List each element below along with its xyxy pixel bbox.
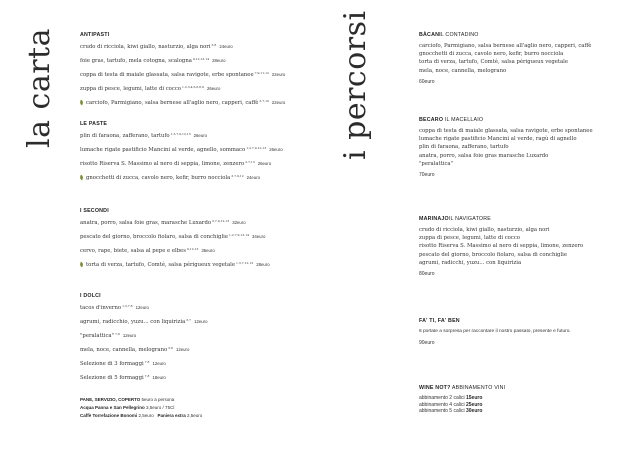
- percorso-heading: [419, 117, 629, 123]
- dish-name: pescato del giorno, broccolo fiolaro, salsa di conchiglie: [80, 234, 228, 241]
- wine-heading: WINE NOT? ABBINAMENTO VINI: [419, 385, 506, 391]
- menu-item: [80, 70, 320, 78]
- la-carta-title: la carta: [22, 28, 57, 148]
- percorso-course: "peralattica": [419, 160, 454, 167]
- percorso-course: lumache rigate pastificio Mancini al verde, ragù di agnello: [419, 136, 577, 143]
- percorso-subtitle: L CONTADINO: [440, 32, 479, 38]
- allergen-codes: 7,8: [144, 374, 150, 379]
- percorso-course: torta di verza, tartufo, Comté, salsa périgueux vegetale: [419, 59, 569, 66]
- paste-section: [80, 121, 320, 187]
- antipasti-section: [80, 32, 320, 112]
- menu-item: [80, 345, 320, 353]
- dish-name: cervo, rape, biete, salsa al pepe e elbes: [80, 248, 186, 255]
- menu-item: [80, 317, 320, 325]
- dish-name: plin di faraona, zafferano, tartufo: [80, 133, 170, 139]
- leaf-icon: [79, 100, 83, 106]
- footer-line: PANE, SERVIZIO, COPERTO 5euro a persona: [80, 397, 175, 402]
- wine-section: [419, 385, 629, 415]
- dish-name: torta di verza, tartufo, Comté, salsa périgueux vegetale: [86, 262, 236, 269]
- dish-price: 28euro: [256, 262, 270, 268]
- footer-line: Caffè Torrefazione Bonomi 2,5euro Paniera extra 2,5euro: [80, 412, 203, 418]
- i-percorsi-title: i percorsi: [338, 10, 373, 160]
- secondi-list: [80, 218, 320, 268]
- dish-price: 22euro: [271, 100, 286, 106]
- menu-item: [80, 246, 320, 254]
- dish-price: 28euro: [212, 58, 226, 64]
- dish-name: gnocchetti di zucca, cavolo nero, kefir, burro nocciola: [86, 175, 231, 182]
- percorso-subtitle: IL MACELLAIO: [443, 117, 484, 123]
- allergen-codes: 3,7,9,12,13: [212, 219, 230, 223]
- wine-option: [419, 408, 629, 415]
- percorso-course: 6 portate a sorpresa per raccontare il nostro passato, presente e futuro.: [419, 329, 571, 334]
- menu-item: [80, 260, 320, 268]
- percorso-price: 90euro: [419, 340, 435, 347]
- dish-price: 12euro: [122, 333, 137, 339]
- secondi-section: [80, 208, 320, 274]
- percorso-course: agrumi, radicchi, yuzu... con liquirizia: [419, 259, 522, 266]
- percorso-becaro: [419, 117, 629, 178]
- percorso-heading: [419, 216, 629, 222]
- percorso-name: MARINAJO: [419, 216, 449, 222]
- allergen-codes: 1,2,7,9,13,14: [228, 233, 250, 238]
- menu-item: [80, 84, 320, 92]
- section-heading: ANTIPASTI: [80, 32, 110, 38]
- percorso-course: anatra, porro, salsa foie gras marasche Luxardo: [419, 152, 549, 159]
- menu-item: [80, 131, 320, 139]
- wine-label: abbinamento 2 calici: [419, 395, 466, 401]
- percorso-price: 60euro: [419, 78, 435, 85]
- dish-price: 26euro: [206, 86, 221, 92]
- dish-price: 24euro: [219, 44, 233, 49]
- dish-price: 26euro: [193, 133, 208, 138]
- antipasti-list: [80, 42, 320, 106]
- dish-name: agrumi, radicchio, yuzu... con liquirizia: [80, 319, 186, 326]
- allergen-codes: 3,7,10: [259, 99, 269, 104]
- footer-info: [80, 396, 320, 419]
- wine-label: abbinamento 5 calici: [419, 408, 466, 414]
- dish-name: lumache rigate pastificio Mancini al verde, agnello, sommaco: [80, 147, 246, 154]
- menu-item: [80, 159, 320, 167]
- menu-item: [80, 173, 320, 181]
- dish-price: 18euro: [152, 375, 166, 381]
- menu-item: [80, 218, 320, 226]
- wine-price: 30euro: [465, 408, 483, 414]
- percorso-name: BÀCANI: [419, 32, 441, 38]
- menu-item: [80, 331, 320, 339]
- dish-price: 12euro: [194, 319, 208, 325]
- dish-name: coppa di testa di maiale glassata, salsa ravigote, erbe spontanee: [80, 72, 254, 79]
- menu-item: [80, 98, 320, 106]
- dish-price: 26euro: [269, 147, 283, 153]
- dish-name: carciofo, Parmigiano, salsa bernese all'aglio nero, capperi, caffè: [86, 100, 259, 107]
- allergen-codes: 1,2,3,4,5,6,8,9: [182, 85, 204, 90]
- allergen-codes: 2,7,13: [245, 160, 255, 165]
- dish-price: 12euro: [152, 361, 166, 367]
- allergen-codes: 7,8: [115, 332, 120, 337]
- dish-price: 36euro: [201, 248, 215, 254]
- menu-item: [80, 145, 320, 153]
- menu-item: [80, 232, 320, 240]
- percorso-course: carciofo, Parmigiano, salsa bernese all'aglio nero, capperi, caffè: [419, 43, 592, 49]
- wine-label: abbinamento 4 calici: [419, 401, 466, 408]
- wine-price: 25euro: [465, 401, 483, 408]
- percorso-fati-faben: [419, 318, 629, 346]
- percorso-course: risotto Riserva S. Massimo al nero di seppia, limone, zenzero: [419, 243, 584, 250]
- dish-price: 26euro: [257, 161, 272, 167]
- menu-item: [80, 56, 320, 64]
- paste-list: [80, 131, 320, 181]
- percorso-course: coppa di testa di maiale glassata, salsa ravigote, erbe spontanee: [419, 128, 593, 134]
- allergen-codes: 3,8: [211, 43, 217, 47]
- percorso-name: BECARO: [419, 117, 444, 123]
- allergen-codes: 7,8: [144, 360, 150, 365]
- percorso-name: FA' TI, FA' BEN: [419, 318, 460, 324]
- percorso-heading: [419, 318, 629, 324]
- dolci-list: [80, 303, 320, 381]
- leaf-icon: [79, 175, 83, 181]
- dish-name: risotto Riserva S. Massimo al nero di seppia, limone, zenzero: [80, 161, 245, 168]
- percorso-course: gnocchetti di zucca, cavolo nero, kefir, burro nocciola: [419, 51, 564, 58]
- dish-price: 12euro: [135, 305, 149, 310]
- percorso-price: 80euro: [419, 271, 435, 278]
- dish-name: Selezione di 5 formaggi: [80, 375, 144, 382]
- percorso-marinajo: [419, 216, 629, 277]
- leaf-icon: [79, 262, 83, 268]
- dolci-section: [80, 293, 320, 388]
- percorso-course: crudo di ricciola, kiwi giallo, nasturzio, alga nori: [419, 227, 550, 233]
- dish-name: "peralattica": [80, 333, 115, 340]
- allergen-codes: 3,7,9,12: [231, 174, 244, 179]
- dish-price: 32euro: [232, 220, 246, 225]
- section-heading: I SECONDI: [80, 208, 109, 214]
- menu-item: [80, 373, 320, 381]
- percorso-course: pescato del giorno, broccolo fiolaro, salsa di conchiglie: [419, 251, 567, 258]
- dish-name: foie gras, tartufo, mela cotogna, scalogna: [80, 58, 192, 65]
- dish-name: mela, noce, cannella, melograno: [80, 347, 168, 354]
- section-heading: I DOLCI: [80, 293, 101, 299]
- menu-item: [80, 359, 320, 367]
- percorso-course: plin di faraona, zafferano, tartufo: [419, 144, 509, 151]
- percorso-price: 70euro: [419, 172, 435, 179]
- percorso-bacanil: [419, 32, 629, 85]
- percorso-heading: [419, 32, 629, 38]
- percorso-subtitle: IL NAVIGATORE: [448, 216, 491, 222]
- percorso-course: zuppa di pesce, legumi, latte di cocco: [419, 235, 520, 242]
- menu-item: [80, 42, 320, 50]
- menu-item: [80, 303, 320, 311]
- dish-name: Selezione di 3 formaggi: [80, 361, 144, 368]
- allergen-codes: 3,8: [168, 346, 173, 351]
- footer-line: Acqua Panna e San Pellegrino 3,5euro / 75Cl: [80, 404, 175, 410]
- dish-price: 34euro: [252, 234, 266, 240]
- dish-name: tacos d'inverno: [80, 305, 122, 311]
- dish-price: 22euro: [271, 72, 286, 78]
- allergen-codes: 9,12,13,14: [192, 57, 210, 62]
- allergen-codes: 1,3,7,12,13: [236, 261, 254, 266]
- allergen-codes: 1,3,7,8: [122, 304, 133, 308]
- allergen-codes: 1,3,7,9,12,13: [170, 132, 191, 136]
- allergen-codes: 1,2,7,9,12,13: [246, 146, 267, 151]
- dish-price: 12euro: [175, 347, 190, 353]
- percorso-course: mela, noce, cannella, melograno: [419, 67, 507, 74]
- dish-name: zuppa di pesce, legumi, latte di cocco: [80, 86, 181, 93]
- wine-list: [419, 395, 629, 415]
- allergen-codes: 3,7: [186, 318, 192, 323]
- dish-name: crudo di ricciola, kiwi giallo, nasturzio, alga nori: [80, 44, 211, 50]
- dish-name: anatra, porro, salsa foie gras, marasche Luxardo: [80, 220, 212, 226]
- section-heading: LE PASTE: [80, 121, 108, 127]
- allergen-codes: 7,9,11,12: [254, 71, 269, 76]
- wine-price: 15euro: [465, 395, 483, 401]
- dish-price: 24euro: [246, 175, 261, 181]
- allergen-codes: 9,12,13: [186, 247, 199, 252]
